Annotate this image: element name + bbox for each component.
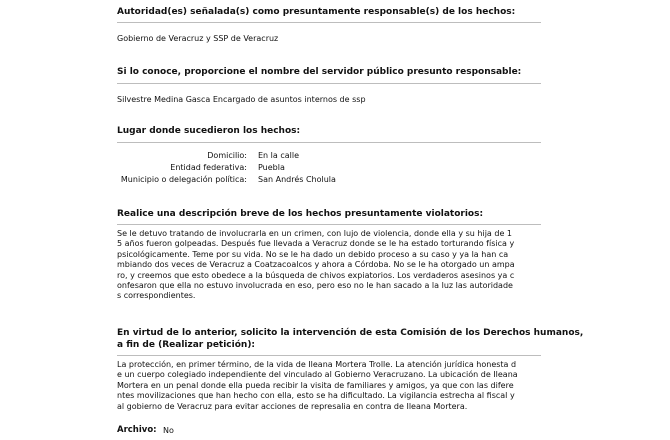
descripcion-line: onfesaron que ella no estuvo involucrada en eso, pero eso no le han sacado a la luz las autoridade (117, 281, 513, 291)
entidad-label: Entidad federativa: (170, 163, 247, 172)
descripcion-line: ro, y creemos que esto obedece a la búsqueda de chivos expiatorios. Los verdaderos asesinos ya c (117, 270, 515, 280)
domicilio-value: En la calle (258, 151, 300, 160)
lugar-divider (117, 142, 541, 143)
autoridad-value: Gobierno de Veracruz y SSP de Veracruz (117, 34, 279, 43)
descripcion-paragraph (117, 229, 547, 302)
peticion-line: Mortera en un penal donde ella pueda recibir la visita de familiares y amigos, ya que con las difere (117, 380, 514, 390)
descripcion-heading: Realice una descripción breve de los hechos presuntamente violatorios: (117, 209, 484, 219)
lugar-heading: Lugar donde sucedieron los hechos: (117, 126, 301, 136)
peticion-line: ntes movilizaciones que han hecho con ella, esto se ha dificultado. La vigilancia estrecha al fiscal y (117, 391, 515, 401)
autoridad-divider (117, 22, 541, 23)
descripcion-line: s correspondientes. (117, 291, 196, 301)
servidor-heading: Si lo conoce, proporcione el nombre del servidor público presunto responsable: (117, 67, 522, 77)
peticion-line: La protección, en primer término, de la vida de Ileana Mortera Trolle. La atención jurídica honesta d (117, 360, 517, 369)
descripcion-line: Se le detuvo tratando de involucrarla en un crimen, con lujo de violencia, donde ella y su hija de 1 (117, 229, 512, 238)
peticion-heading-line1: En virtud de lo anterior, solicito la intervención de esta Comisión de los Derechos humanos, (117, 328, 584, 338)
descripcion-line: psicológicamente. Teme por su vida. No se le ha dado un debido proceso a su caso y ya la han ca (117, 249, 509, 259)
descripcion-line: mbiando dos veces de Veracruz a Coatzacoalcos y ahora a Córdoba. No se le ha otorgado un ampa (117, 260, 515, 270)
peticion-divider (117, 355, 541, 356)
autoridad-heading: Autoridad(es) señalada(s) como presuntamente responsable(s) de los hechos: (117, 7, 516, 17)
peticion-paragraph (117, 360, 547, 412)
servidor-value: Silvestre Medina Gasca Encargado de asuntos internos de ssp (117, 95, 366, 104)
archivo-value: No (163, 426, 174, 435)
entidad-value: Puebla (258, 163, 285, 172)
peticion-line: e un cuerpo colegiado independiente del vinculado al Gobierno Veracruzano. La ubicación de Ileana (117, 370, 518, 380)
servidor-divider (117, 83, 541, 84)
peticion-heading-line2: a fin de (Realizar petición): (117, 340, 256, 350)
archivo-label: Archivo: (117, 425, 157, 435)
descripcion-line: 5 años fueron golpeadas. Después fue llevada a Veracruz donde se le ha estado torturando física y (117, 239, 515, 249)
peticion-line: al gobierno de Veracruz para evitar acciones de represalia en contra de Ileana Mortera. (117, 401, 468, 411)
municipio-label: Municipio o delegación política: (120, 175, 247, 184)
municipio-value: San Andrés Cholula (258, 175, 336, 184)
descripcion-divider (117, 224, 541, 225)
domicilio-label: Domicilio: (207, 151, 247, 160)
